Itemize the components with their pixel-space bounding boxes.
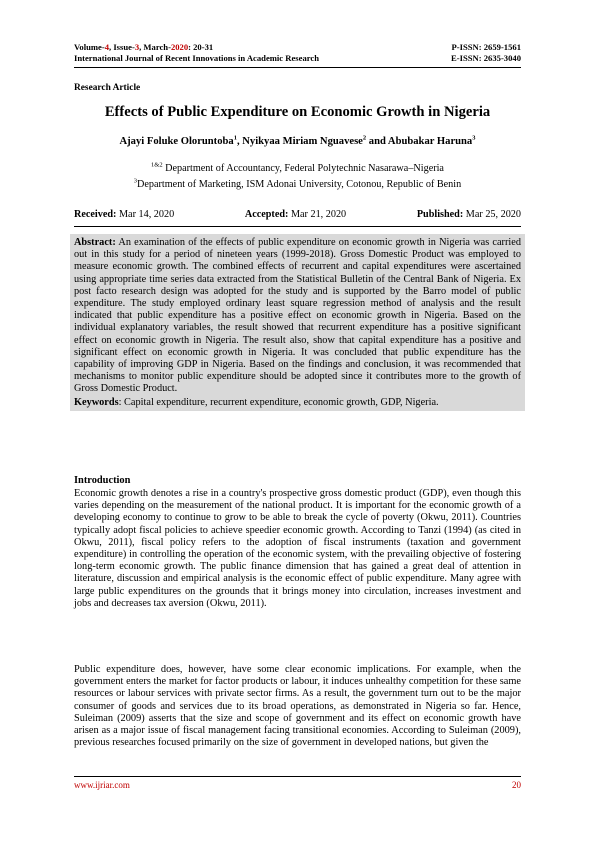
footer-divider [74,776,521,777]
page-number: 20 [512,780,521,790]
pissn: P-ISSN: 2659-1561 [451,42,521,52]
intro-paragraph-1: Economic growth denotes a rise in a country's prospective gross domestic product (GDP), even though this varies depending on the measurement of the national product. It is important for the economic growth of a developing economy to continue to grow to be able to break the cycle of poverty (Okwu, 2011). Countries typically adopt fiscal policies to achieve speedier economic growth. According to Tanzi (1994) (as cited in Okwu, 2011), fiscal policy refers to the adoption of fiscal instruments (taxation and government expenditure) in controlling the operation of the economic system, with the prevailing objective of fostering long-term economic growth. The public finance dimension that has gained a great deal of attention in literature, discussion and empirical analysis is the economic effect of public expenditure. Many agree with large public expenditures on the grounds that it brings money into circulation, increases investment and jobs and decreases tax aversion (Okwu, 2011). [74,488,521,609]
header-divider [74,67,521,68]
journal-url-link[interactable]: www.ijriar.com [74,780,130,790]
abstract-text: Abstract: An examination of the effects of public expenditure on economic growth in Nigeria was carried out in this study for a period of nineteen years (1999-2018). Gross Domestic Product was employed to measure economic growth. The combined effects of recurrent and capital expenditures were ascertained using appropriate time series data extracted from the Statistical Bulletin of the Central Bank of Nigeria. Ex post facto research design was adopted for the study and is supported by the Barro model of public expenditure. The study employed ordinary least square regression method of analysis and the result indicated that public expenditure has a positive effect on economic growth in Nigeria. Based on the individual explanatory variables, the result showed that recurrent expenditure has a positive significant effect on economic growth in Nigeria. The result also, show that capital expenditure has a positive and significant effect on economic growth in Nigeria. It was concluded that public expenditure has the capability of improving GDP in Nigeria. Based on the findings and conclusion, it was recommended that mechanisms to monitor public expenditure should be adopted since it contributes more to the growth of Gross Domestic Product. [74,237,521,395]
received-date: Received: Mar 14, 2020 [74,209,175,220]
affiliation-1: $^{1\&2}$ Department of Accountancy, Federal Polytechnic Nasarawa–Nigeria [151,161,444,174]
accepted-date: Accepted: Mar 21, 2020 [244,209,347,220]
intro-paragraph-2: Public expenditure does, however, have some clear economic implications. For example, when the government enters the market for factor products or labour, it induces unhealthy competition for these same resources or labour services with private sector firms. As a result, the government turn out to be the major consumer of goods and services due to its broad operations, as demonstrated in Nigeria so far. Hence, Suleiman (2009) asserts that the size and scope of government and its effect on economic growth have arisen as a major issue of fiscal management facing transitional economies. According to Suleiman (2009), previous researches focused primarily on the size of government in developed nations, but given the [74,664,521,749]
paper-title: Effects of Public Expenditure on Economic Growth in Nigeria [104,104,491,120]
author-list: Ajayi Foluke Oloruntoba$^1$, Nyikyaa Miriam Nguavese$^2$ and Abubakar Haruna$^3$ [119,134,476,147]
published-date: Published: Mar 25, 2020 [416,209,521,220]
affiliation-2: $^3$Department of Marketing, ISM Adonai University, Cotonou, Republic of Benin [133,177,462,190]
article-dates [74,209,521,220]
keywords: Keywords: Capital expenditure, recurrent expenditure, economic growth, GDP, Nigeria. [74,396,439,408]
section-heading-introduction: Introduction [74,475,131,486]
eissn: E-ISSN: 2635-3040 [451,53,521,63]
volume-issue-line: Volume-4, Issue-3, March-2020: 20-31 [74,42,214,52]
journal-name: International Journal of Recent Innovations in Academic Research [74,53,319,63]
abstract-box [70,234,525,411]
article-type: Research Article [74,83,141,93]
page-footer [74,780,521,790]
dates-divider [74,226,521,227]
journal-header [74,42,521,64]
